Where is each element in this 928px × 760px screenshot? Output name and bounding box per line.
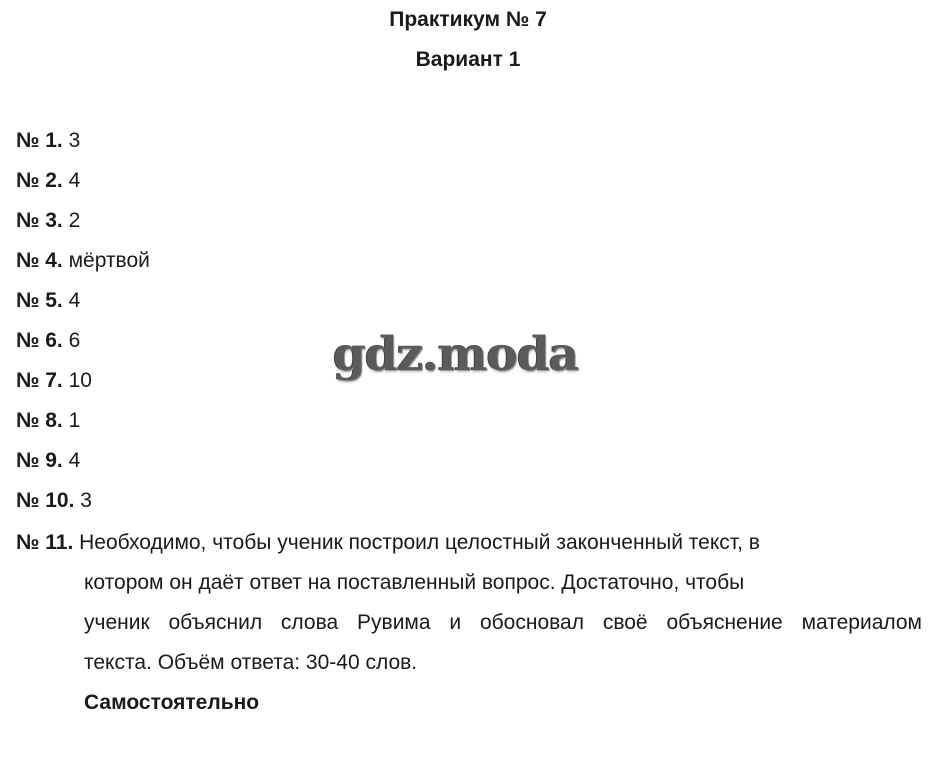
answer-item [16,128,150,168]
answer-number: № 7. [16,369,63,392]
answer-item [16,288,150,328]
answer-number: № 1. [16,129,63,152]
answer-number: № 5. [16,289,63,312]
answer-number: № 4. [16,249,63,272]
answer-number: № 10. [16,489,75,512]
answer-item [16,448,150,488]
answer-value: 1 [68,409,81,432]
answer-number: № 8. [16,409,63,432]
task-11-text: котором он даёт ответ на поставленный вопрос. Достаточно, чтобы [84,571,745,594]
answer-item [16,488,150,528]
answer-number: № 3. [16,209,63,232]
answer-number: № 6. [16,329,63,352]
watermark-logo: gdz.moda [333,327,579,382]
answer-value: мёртвой [68,249,150,272]
answer-item [16,368,150,408]
answer-value: 4 [68,169,81,192]
answer-number: № 11. [16,531,74,554]
answer-item [16,328,150,368]
answer-number: № 2. [16,169,63,192]
answer-item [16,208,150,248]
variant-title: Вариант 1 [415,48,521,71]
answer-value: 4 [68,289,81,312]
answer-item [16,168,150,208]
page-title: Практикум № 7 [389,8,547,31]
answer-value: 3 [68,129,81,152]
task-11-text: Необходимо, чтобы ученик построил целостный законченный текст, в [79,531,760,554]
answer-value: 4 [68,449,81,472]
answer-value: 10 [68,369,92,392]
answer-item [16,408,150,448]
answer-value: 6 [68,329,81,352]
answer-number: № 9. [16,449,63,472]
answer-item [16,248,150,288]
answer-value: 2 [68,209,81,232]
self-study-note: Самостоятельно [84,691,260,714]
task-11-text: ученик объяснил слова Рувима и обосновал своё объяснение материалом [84,611,922,634]
task-11-text: текста. Объём ответа: 30-40 слов. [84,651,418,674]
task-11-first-line [16,530,760,556]
answers-list [16,128,150,528]
answer-value: 3 [80,489,92,512]
